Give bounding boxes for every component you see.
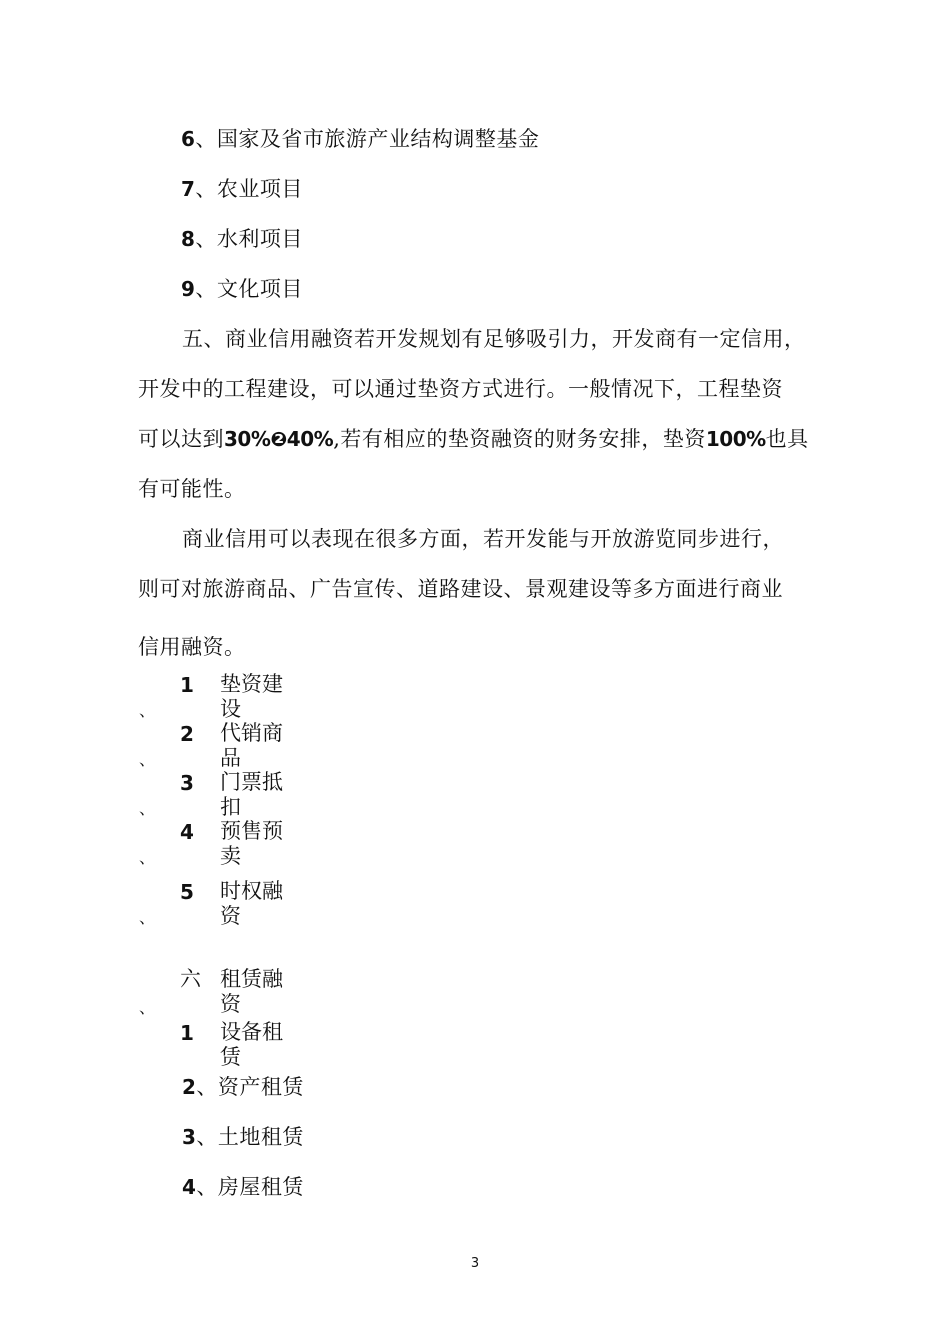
list-item-text: 国家及省市旅游产业结构调整基金 [216,127,540,151]
list-item-text: 时权融资 [220,879,283,928]
list-item-text: 代销商品 [220,721,283,770]
percentage-range: 30%❷40% [224,427,334,451]
list-item-number: 3 [180,771,194,795]
list-item-text: 预售预卖 [220,819,283,868]
list-item-number: 6 [181,127,196,151]
list-item-text: 农业项目 [216,177,303,201]
list-item-number: 4 [180,820,194,844]
list-item-number: 1 [180,673,194,697]
list-item-number: 8 [181,227,196,251]
list-item-number: 2 [180,722,194,746]
list-item-text: 房屋租赁 [217,1175,304,1199]
list-item-number: 1 [180,1021,194,1045]
list-item-number: 4 [182,1175,197,1199]
list-item-text: 水利项目 [216,227,303,251]
list-item: 3、土地租赁 [182,1125,304,1149]
list-item-text: 资产租赁 [217,1075,304,1099]
list-item-text: 文化项目 [216,277,303,301]
paragraph-line: 可以达到30%❷40%,若有相应的垫资融资的财务安排，垫资100%也具 [138,427,809,451]
paragraph-line: 商业信用可以表现在很多方面，若开发能与开放游览同步进行， [182,527,784,551]
list-item-number: 3 [182,1125,197,1149]
list-item-number: 2 [182,1075,197,1099]
list-item: 8、水利项目 [181,227,303,251]
section-number: 六 [180,967,201,991]
list-item-number: 5 [180,880,194,904]
percentage: 100% [705,427,766,451]
paragraph-line: 则可对旅游商品、广告宣传、道路建设、景观建设等多方面进行商业 [138,577,783,601]
list-item-number: 9 [181,277,196,301]
paragraph-line: 信用融资。 [138,635,246,659]
list-item: 9、文化项目 [181,277,303,301]
list-item-text: 垫资建设 [220,672,283,721]
paragraph-line: 开发中的工程建设，可以通过垫资方式进行。一般情况下，工程垫资 [138,377,783,401]
paragraph-line: 五、商业信用融资若开发规划有足够吸引力，开发商有一定信用， [182,327,806,351]
list-item: 2、资产租赁 [182,1075,304,1099]
list-item-text: 土地租赁 [217,1125,304,1149]
list-item: 6、国家及省市旅游产业结构调整基金 [181,127,540,151]
section-title: 租赁融资 [220,967,283,1016]
list-item: 4、房屋租赁 [182,1175,304,1199]
list-item: 7、农业项目 [181,177,303,201]
list-item-number: 7 [181,177,196,201]
paragraph-line: 有可能性。 [138,477,246,501]
list-item-text: 门票抵扣 [220,770,283,819]
list-item-text: 设备租赁 [220,1020,283,1069]
page-number: 3 [470,1256,480,1271]
